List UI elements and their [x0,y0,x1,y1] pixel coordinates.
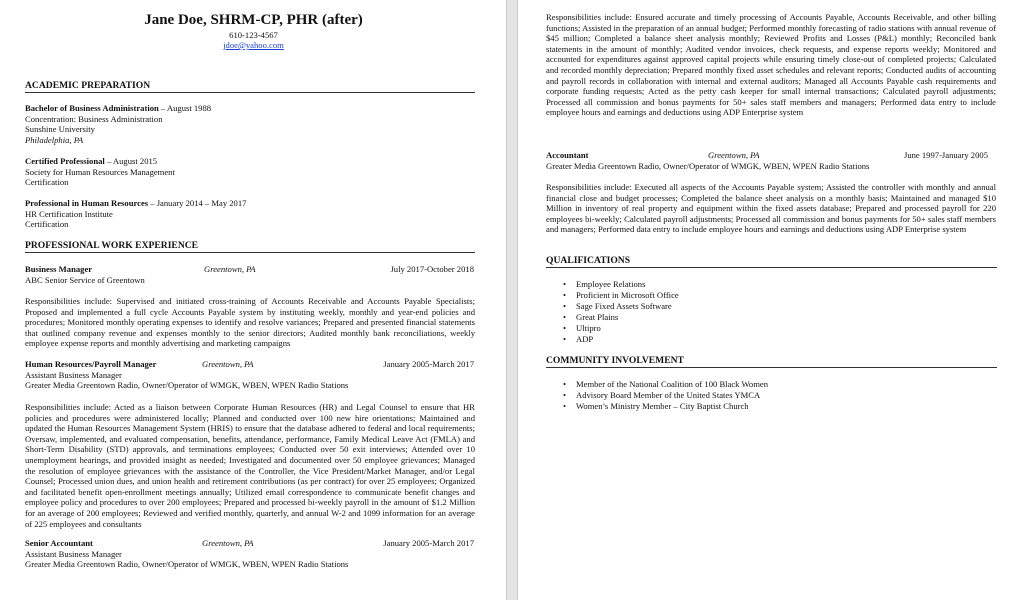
qualifications-list [546,279,679,345]
email-link[interactable]: jdoe@yahoo.com [223,40,284,50]
resume-page-2 [517,0,1024,600]
job-dates: January 2005-March 2017 [383,538,474,548]
job-responsibilities: Responsibilities include: Executed all aspects of the Accounts Payable system; Assisted the controller with monthly and annual financial close and budget processes; Completed the balance sheet analysis on a monthly basis; Maintained and managed $10 Million in inventory of real property and equipment within the fixed assets database; Prepared and processed payroll for 220 employees bi-weekly; Calculated payroll adjustments; Processed all commission and bonus payments for 50+ sales staff members and managers; Performed data entry to include employee hours and earnings and deductions using ADP Enterprise system [546,182,996,235]
list-item: • Employee Relations [546,279,679,290]
certification-title: Certified Professional [25,156,105,166]
job-employer: Greater Media Greentown Radio, Owner/Operator of WMGK, WBEN, WPEN Radio Stations [25,380,349,390]
job-location: Greentown, PA [202,538,254,548]
job-employer: ABC Senior Service of Greentown [25,275,145,285]
job-location: Greentown, PA [202,359,254,369]
certification-issuer: Society for Human Resources Management [25,166,175,177]
degree-concentration: Concentration: Business Administration [25,113,163,124]
phone-number: 610-123-4567 [229,30,278,40]
job-dates: June 1997-January 2005 [903,150,988,160]
certification-item [25,156,175,188]
certification-date: – January 2014 – May 2017 [148,198,247,208]
certification-type: Certification [25,177,69,188]
job-employer: Greater Media Greentown Radio, Owner/Operator of WMGK, WBEN, WPEN Radio Stations [25,559,349,569]
certification-item [25,198,246,230]
community-list [546,379,768,412]
list-item: • Ultipro [546,323,679,334]
degree-date: – August 1988 [158,103,212,113]
job-responsibilities: Responsibilities include: Ensured accurate and timely processing of Accounts Payable, Accounts Receivable, and other billing functions; Assisted in the preparation of an annual budget; Performed monthly forecasting of radio stations with annual revenue of $45 million; Completed a balance sheet analysis monthly; Reviewed Profits and Losses (P&L) monthly; Reconciled bank statements in the amount of monthly; Audited vendor invoices, check requests, and expense reports weekly; Monitored and accounted for expenditures against approved capital projects while ensuring timely close-out of completed projects; Calculated and recorded monthly depreciation; Prepared monthly fixed asset schedules and relevant reports; Conducted audits of accounting and payroll records in collaboration with internal and external auditors; Managed all Accounts Payable cash requirements and corporate funding requests; Acted as the petty cash keeper for small internal transactions; Calculated payroll adjustments; Processed all commission and bonus payments for 50+ sales staff members and managers; Performed data entry to include employee hours and earnings and deductions using ADP Enterprise system [546,12,996,118]
education-item [25,103,211,145]
degree-title: Bachelor of Business Administration [25,103,159,113]
list-item: • Great Plains [546,312,679,323]
job-title: Accountant [546,150,589,160]
job-title: Senior Accountant [25,538,93,548]
list-item: • Advisory Board Member of the United States YMCA [546,390,768,401]
work-heading: PROFESSIONAL WORK EXPERIENCE [25,240,475,253]
job-location: Greentown, PA [204,264,256,274]
list-item: • Member of the National Coalition of 100 Black Women [546,379,768,390]
degree-location: Philadelphia, PA [25,134,84,145]
academic-heading: ACADEMIC PREPARATION [25,80,475,93]
certification-type: Certification [25,219,69,230]
list-item: • Women’s Ministry Member – City Baptist Church [546,401,768,412]
job-role: Assistant Business Manager [25,370,122,380]
resume-page-1 [0,0,507,600]
community-heading: COMMUNITY INVOLVEMENT [546,355,997,368]
list-item: • Sage Fixed Assets Software [546,301,679,312]
candidate-name: Jane Doe, SHRM-CP, PHR (after) [144,12,363,28]
certification-issuer: HR Certification Institute [25,208,113,219]
job-employer: Greater Media Greentown Radio, Owner/Operator of WMGK, WBEN, WPEN Radio Stations [546,161,870,171]
certification-date: – August 2015 [104,156,158,166]
job-role: Assistant Business Manager [25,549,122,559]
job-title: Human Resources/Payroll Manager [25,359,157,369]
qualifications-heading: QUALIFICATIONS [546,255,997,268]
job-dates: July 2017-October 2018 [390,264,474,274]
list-item: • ADP [546,334,679,345]
certification-title: Professional in Human Resources [25,198,149,208]
job-dates: January 2005-March 2017 [383,359,474,369]
job-responsibilities: Responsibilities include: Supervised and initiated cross-training of Accounts Receivable and Accounts Payable Specialists; Proposed and implemented a full cycle Accounts Payable system by instituting weekly, monthly and year-end policies and procedures; Monitored monthly operating expenses to identify and resolve variances; Prepared and presented financial statements that outlined company revenue and expenses monthly to the senior directors; Audited monthly bank reconciliations, weekly employee expense reports and monthly advertising and marketing campaigns [25,296,475,349]
job-responsibilities: Responsibilities include: Acted as a liaison between Corporate Human Resources (HR) and Legal Counsel to ensure that HR policies and procedures were administered locally; Planned and conducted over 100 new hire orientations; Maintained and updated the Human Resources Management System (HRIS) to ensure that the database adhered to federal and local requirements; Oversaw, implemented, and evaluated compensation, benefits, attendance, performance, Family Medical Leave Act (FMLA) and Short-Term Disability (STD) approvals, and terminations employees; Conducted over 50 exit interviews; Attended over 10 unemployment hearings, and provided insight as needed; Investigated and documented over 50 employee grievances; Managed the resolution of employee grievances with the assistance of the Controller, the Vice President/Market Manager, and/or Legal Counsel; Processed union dues, and union health and retirement contributions (as per contract) for over 25 employees; Organized and facilitated benefit open-enrollment meetings annually; Utilized email correspondence to communicate benefit changes and employee policy and procedures to over 200 employees; Prepared and processed bi-weekly payroll in the amount of $1.2 Million for an average of 200 employees; Reviewed and verified monthly, quarterly, and annual W-2 and 1099 information for an average of 225 employees and consultants [25,402,475,529]
degree-school: Sunshine University [25,124,95,135]
job-location: Greentown, PA [708,150,760,160]
job-title: Business Manager [25,264,93,274]
list-item: • Proficient in Microsoft Office [546,290,679,301]
